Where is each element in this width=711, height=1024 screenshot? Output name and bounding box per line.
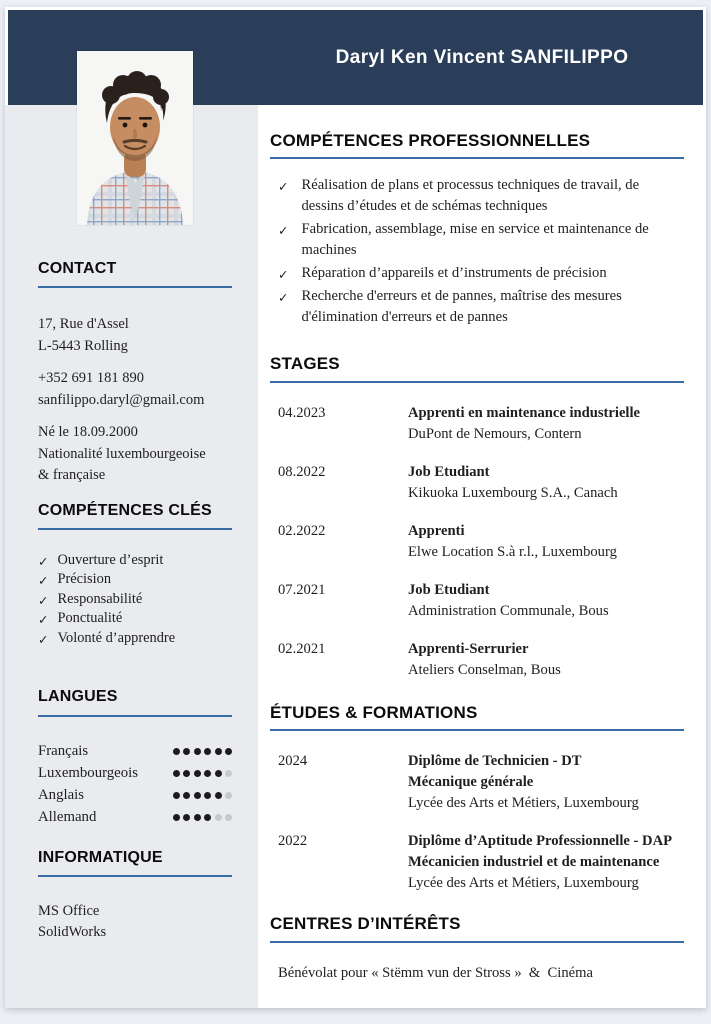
internship-organisation: Kikuoka Luxembourg S.A., Canach [408, 484, 618, 501]
it-heading: INFORMATIQUE [38, 848, 232, 877]
check-icon: ✓ [38, 573, 49, 589]
internship-info [408, 462, 618, 504]
education-entry [270, 751, 684, 814]
internship-role: Apprenti [408, 522, 465, 539]
language-row [38, 785, 232, 806]
check-icon: ✓ [278, 267, 289, 283]
internship-organisation: Elwe Location S.à r.l., Luxembourg [408, 543, 617, 560]
check-icon: ✓ [278, 290, 289, 306]
sidebar [5, 105, 258, 1008]
professional-skills-heading: COMPÉTENCES PROFESSIONNELLES [270, 131, 684, 159]
education-date: 2024 [278, 753, 308, 770]
languages-section [38, 687, 232, 827]
education-field: Mécanicien industriel et de maintenance [408, 854, 660, 871]
internship-date: 02.2021 [278, 640, 326, 657]
internship-date: 07.2021 [278, 581, 326, 598]
nationality-line-2: & française [38, 467, 106, 484]
professional-skill-label: Recherche d'erreurs et de pannes, maîtrise des mesures d'élimination d'erreurs et de pannes [301, 288, 622, 326]
email-address: sanfilippo.daryl@gmail.com [38, 391, 205, 408]
key-skill-label: Ponctualité [57, 610, 123, 627]
check-icon: ✓ [38, 612, 49, 628]
languages-list [38, 741, 232, 828]
professional-skill-label: Réparation d’appareils et d’instruments de précision [301, 265, 607, 282]
professional-skills-list [270, 175, 684, 328]
professional-skill-item [278, 286, 684, 328]
professional-skill-label: Réalisation de plans et processus techniques de travail, de dessins d’études et de schémas techniques [301, 177, 640, 215]
education-heading: ÉTUDES & FORMATIONS [270, 703, 684, 731]
cv-document [5, 7, 706, 1008]
address-line-2: L-5443 Rolling [38, 337, 128, 354]
internship-info [408, 580, 609, 622]
education-info [408, 751, 639, 814]
education-field: Mécanique générale [408, 774, 534, 791]
language-label: Français [38, 742, 89, 759]
key-skill-item [38, 571, 232, 589]
education-school: Lycée des Arts et Métiers, Luxembourg [408, 875, 639, 892]
check-icon: ✓ [38, 592, 49, 608]
education-degree: Diplôme de Technicien - DT [408, 753, 582, 770]
key-skill-label: Responsabilité [57, 590, 143, 607]
candidate-name: Daryl Ken Vincent SANFILIPPO [335, 46, 629, 68]
internship-entry [270, 580, 684, 622]
internship-entry [270, 521, 684, 563]
contact-heading: CONTACT [38, 259, 232, 288]
language-level-dots [173, 748, 233, 755]
it-section [38, 848, 232, 944]
language-label: Allemand [38, 808, 97, 825]
it-item: SolidWorks [38, 924, 107, 941]
key-skill-label: Ouverture d’esprit [57, 551, 164, 568]
internship-entry [270, 403, 684, 445]
language-level-dots [173, 814, 233, 821]
language-level-dots [173, 770, 233, 777]
internship-organisation: Ateliers Conselman, Bous [408, 661, 561, 678]
language-row [38, 807, 232, 828]
professional-skill-item [278, 219, 684, 261]
language-label: Luxembourgeois [38, 764, 139, 781]
professional-skill-item [278, 175, 684, 217]
internship-role: Job Etudiant [408, 463, 490, 480]
key-skills-section [38, 501, 232, 648]
contact-address [38, 314, 232, 357]
contact-section [38, 259, 232, 487]
contact-phone-email [38, 368, 232, 411]
languages-heading: LANGUES [38, 687, 232, 716]
education-date: 2022 [278, 833, 308, 850]
portrait-illustration [77, 51, 193, 225]
education-school: Lycée des Arts et Métiers, Luxembourg [408, 795, 639, 812]
main-column [258, 105, 703, 1008]
professional-skill-label: Fabrication, assemblage, mise en service et maintenance de machines [301, 221, 649, 259]
address-line-1: 17, Rue d'Assel [38, 316, 129, 333]
key-skill-item [38, 610, 232, 628]
internship-entry [270, 639, 684, 681]
language-label: Anglais [38, 786, 85, 803]
internship-organisation: Administration Communale, Bous [408, 602, 609, 619]
key-skills-heading: COMPÉTENCES CLÉS [38, 501, 232, 530]
internship-date: 08.2022 [278, 463, 326, 480]
key-skill-item [38, 591, 232, 609]
internship-date: 04.2023 [278, 404, 326, 421]
internships-list [270, 403, 684, 681]
education-info [408, 831, 672, 894]
internship-role: Apprenti-Serrurier [408, 640, 529, 657]
nationality-line-1: Nationalité luxembourgeoise [38, 445, 206, 462]
profile-photo [77, 51, 193, 225]
internship-date: 02.2022 [278, 522, 326, 539]
education-list [270, 751, 684, 894]
professional-skill-item [278, 263, 684, 284]
contact-birth-nationality [38, 422, 232, 487]
internship-role: Apprenti en maintenance industrielle [408, 404, 641, 421]
language-level-dots [173, 792, 233, 799]
internship-organisation: DuPont de Nemours, Contern [408, 425, 582, 442]
interests-text: Bénévolat pour « Stëmm vun der Stross » & Cinéma [278, 964, 593, 981]
it-item: MS Office [38, 902, 100, 919]
check-icon: ✓ [278, 179, 289, 195]
check-icon: ✓ [38, 631, 49, 647]
language-row [38, 763, 232, 784]
key-skill-item [38, 552, 232, 570]
check-icon: ✓ [38, 553, 49, 569]
internship-role: Job Etudiant [408, 581, 490, 598]
birth-date: Né le 18.09.2000 [38, 424, 138, 441]
key-skills-list [38, 552, 232, 648]
internship-info [408, 521, 617, 563]
education-entry [270, 831, 684, 894]
key-skill-label: Précision [57, 571, 112, 588]
internship-info [408, 403, 640, 445]
key-skill-label: Volonté d’apprendre [57, 629, 176, 646]
internship-info [408, 639, 561, 681]
key-skill-item [38, 630, 232, 648]
interests-heading: CENTRES D’INTÉRÊTS [270, 914, 684, 942]
internships-heading: STAGES [270, 354, 684, 382]
language-row [38, 741, 232, 762]
check-icon: ✓ [278, 223, 289, 239]
internship-entry [270, 462, 684, 504]
it-list [38, 901, 232, 944]
phone-number: +352 691 181 890 [38, 370, 145, 387]
education-degree: Diplôme d’Aptitude Professionnelle - DAP [408, 833, 673, 850]
